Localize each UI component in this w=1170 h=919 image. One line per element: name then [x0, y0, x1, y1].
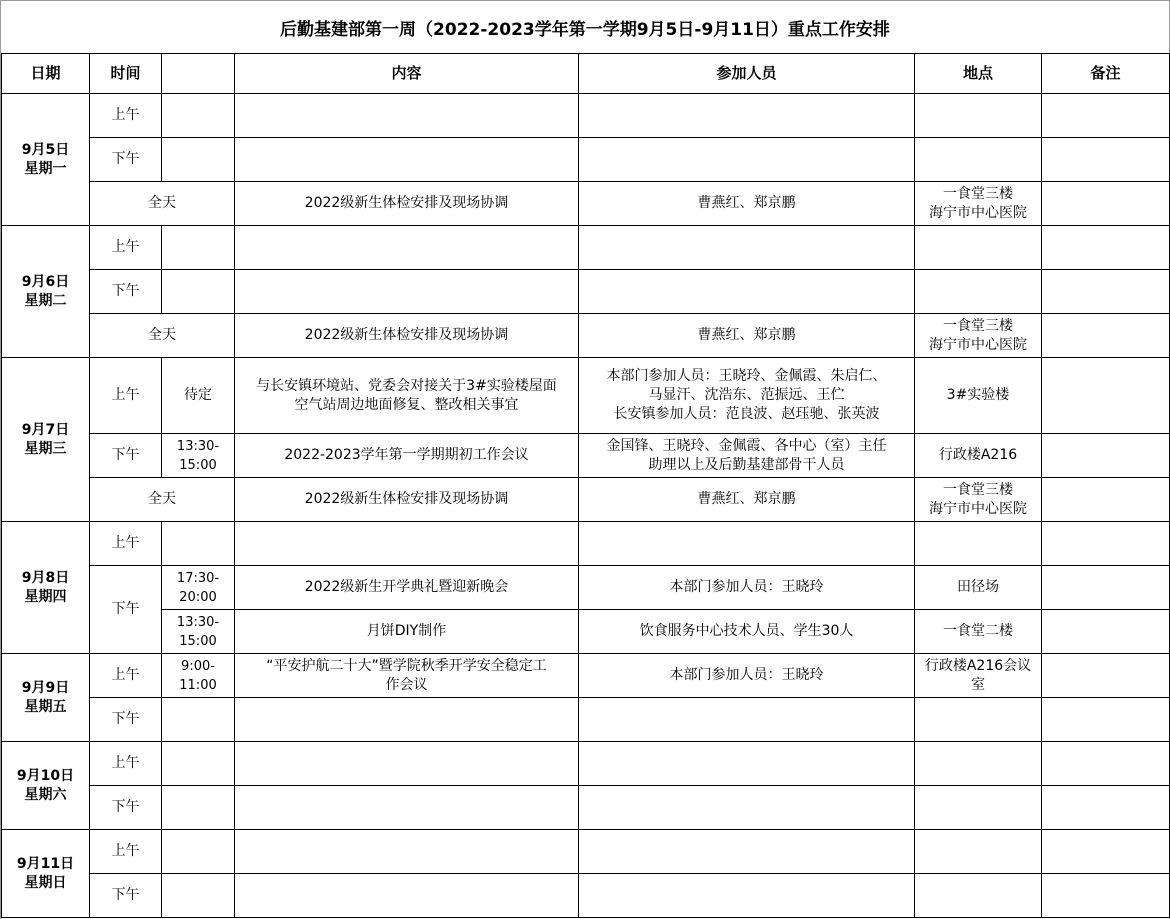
table-row — [2, 270, 1170, 314]
period-cell: 下午 — [90, 138, 162, 182]
table-row — [2, 434, 1170, 478]
place-cell: 一食堂二楼 — [915, 610, 1042, 654]
time-cell: 待定 — [162, 358, 235, 434]
table-row — [2, 786, 1170, 830]
content-cell: “平安护航二十大”暨学院秋季开学安全稳定工 作会议 — [235, 654, 579, 698]
period-cell: 下午 — [90, 434, 162, 478]
place-cell: 一食堂三楼 海宁市中心医院 — [915, 478, 1042, 522]
table-row — [2, 830, 1170, 874]
period-cell: 上午 — [90, 830, 162, 874]
date-cell-sat: 9月10日 星期六 — [2, 742, 90, 830]
period-cell: 上午 — [90, 358, 162, 434]
table-row — [2, 94, 1170, 138]
date-cell-fri: 9月9日 星期五 — [2, 654, 90, 742]
remark-cell — [1042, 182, 1170, 226]
place-cell: 一食堂三楼 海宁市中心医院 — [915, 182, 1042, 226]
period-cell-allday: 全天 — [90, 478, 235, 522]
header-content: 内容 — [235, 54, 579, 94]
content-cell: 2022级新生体检安排及现场协调 — [235, 478, 579, 522]
schedule-table — [1, 53, 1170, 918]
table-row — [2, 138, 1170, 182]
date-cell-wed: 9月7日 星期三 — [2, 358, 90, 522]
table-row — [2, 478, 1170, 522]
header-place: 地点 — [915, 54, 1042, 94]
table-row — [2, 226, 1170, 270]
period-cell: 下午 — [90, 786, 162, 830]
table-row — [2, 742, 1170, 786]
place-cell: 田径场 — [915, 566, 1042, 610]
period-cell-allday: 全天 — [90, 314, 235, 358]
date-cell-sun: 9月11日 星期日 — [2, 830, 90, 918]
remark-cell — [1042, 358, 1170, 434]
place-cell: 3#实验楼 — [915, 358, 1042, 434]
people-cell: 本部门参加人员：王晓玲 — [579, 654, 915, 698]
table-row — [2, 698, 1170, 742]
date-cell-thu: 9月8日 星期四 — [2, 522, 90, 654]
remark-cell — [1042, 314, 1170, 358]
content-cell: 2022-2023学年第一学期期初工作会议 — [235, 434, 579, 478]
people-cell: 饮食服务中心技术人员、学生30人 — [579, 610, 915, 654]
period-cell: 上午 — [90, 94, 162, 138]
time-cell: 13:30- 15:00 — [162, 434, 235, 478]
remark-cell — [1042, 434, 1170, 478]
period-cell: 下午 — [90, 566, 162, 654]
header-time: 时间 — [90, 54, 162, 94]
period-cell: 下午 — [90, 270, 162, 314]
people-cell: 金国锋、王晓玲、金佩霞、各中心（室）主任 助理以上及后勤基建部骨干人员 — [579, 434, 915, 478]
table-row — [2, 610, 1170, 654]
period-cell: 上午 — [90, 654, 162, 698]
remark-cell — [1042, 654, 1170, 698]
table-header-row — [2, 54, 1170, 94]
place-cell: 一食堂三楼 海宁市中心医院 — [915, 314, 1042, 358]
period-cell-allday: 全天 — [90, 182, 235, 226]
table-row — [2, 874, 1170, 918]
period-cell: 上午 — [90, 742, 162, 786]
table-row — [2, 358, 1170, 434]
remark-cell — [1042, 566, 1170, 610]
remark-cell — [1042, 610, 1170, 654]
period-cell: 下午 — [90, 698, 162, 742]
time-cell: 9:00- 11:00 — [162, 654, 235, 698]
table-row — [2, 182, 1170, 226]
remark-cell — [1042, 478, 1170, 522]
people-cell: 本部门参加人员：王晓玲 — [579, 566, 915, 610]
date-cell-tue: 9月6日 星期二 — [2, 226, 90, 358]
people-cell: 曹燕红、郑京鹏 — [579, 314, 915, 358]
table-row — [2, 522, 1170, 566]
table-row — [2, 314, 1170, 358]
time-cell: 17:30- 20:00 — [162, 566, 235, 610]
header-time-range — [162, 54, 235, 94]
people-cell: 曹燕红、郑京鹏 — [579, 478, 915, 522]
page-title: 后勤基建部第一周（2022-2023学年第一学期9月5日-9月11日）重点工作安排 — [1, 0, 1169, 54]
content-cell: 2022级新生体检安排及现场协调 — [235, 314, 579, 358]
date-cell-mon: 9月5日 星期一 — [2, 94, 90, 226]
period-cell: 下午 — [90, 874, 162, 918]
content-cell: 月饼DIY制作 — [235, 610, 579, 654]
header-remark: 备注 — [1042, 54, 1170, 94]
content-cell: 2022级新生体检安排及现场协调 — [235, 182, 579, 226]
table-row — [2, 654, 1170, 698]
place-cell: 行政楼A216会议 室 — [915, 654, 1042, 698]
people-cell: 本部门参加人员：王晓玲、金佩霞、朱启仁、 马显汗、沈浩东、范振远、王伫 长安镇参加人员：范良波、赵珏驰、张英波 — [579, 358, 915, 434]
period-cell: 上午 — [90, 522, 162, 566]
content-cell: 2022级新生开学典礼暨迎新晚会 — [235, 566, 579, 610]
content-cell: 与长安镇环境站、党委会对接关于3#实验楼屋面 空气站周边地面修复、整改相关事宜 — [235, 358, 579, 434]
header-people: 参加人员 — [579, 54, 915, 94]
time-cell: 13:30- 15:00 — [162, 610, 235, 654]
header-date: 日期 — [2, 54, 90, 94]
place-cell: 行政楼A216 — [915, 434, 1042, 478]
people-cell: 曹燕红、郑京鹏 — [579, 182, 915, 226]
period-cell: 上午 — [90, 226, 162, 270]
table-row — [2, 566, 1170, 610]
